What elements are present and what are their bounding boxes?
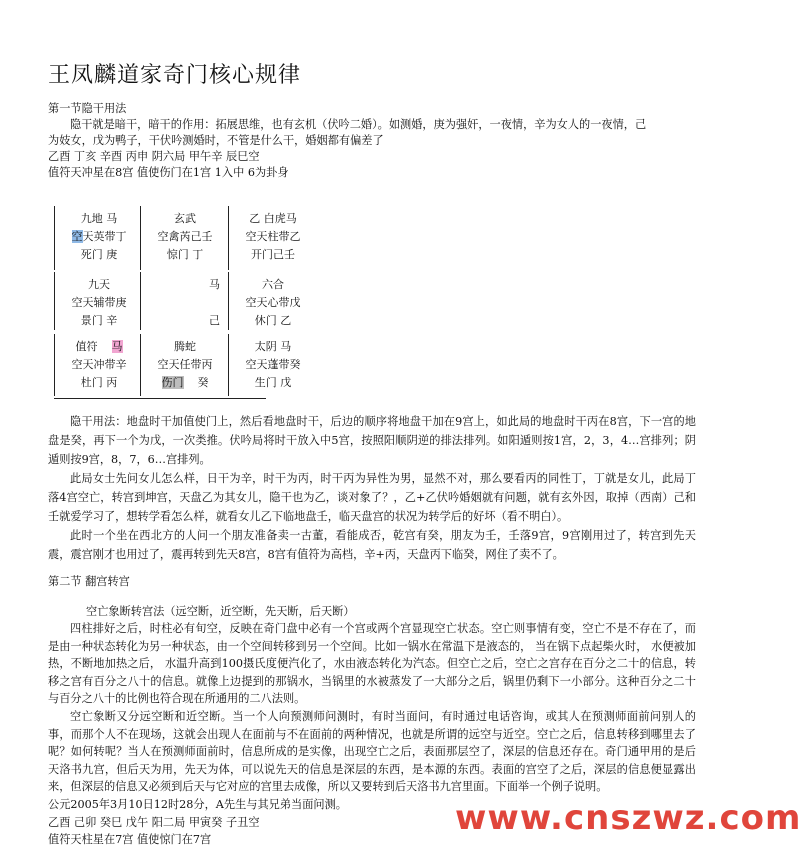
palace-9-door: 惊门 丁 — [166, 248, 204, 261]
door-highlight: 伤门 — [161, 376, 184, 389]
paragraph-antique-case: 此时一个坐在西北方的人问一个朋友准备卖一古董，看能成否，乾宫有癸，朋友为壬，壬落9宫，9宫刚用过了，转宫到先天震，震宫刚才也用过了，震再转到先天8宫，8宫有值符为高档，辛+丙，天盘丙下临癸，网住了卖不了。 — [48, 529, 696, 561]
paragraph-hidden-stem-method: 隐干用法：地盘时干加值使门上，然后看地盘时干，后边的顺序将地盘干加在9宫上，如此局的地盘时干丙在8宫，下一宫的地盘是癸，再下一个为戊，一次类推。伏吟局将时干放入中5宫，按照阳顺阴逆的排法排列。如阳遁则按1宫，2，3，4…宫排列；阴遁则按9宫，8，7，6…宫排列。 — [48, 415, 696, 466]
qimen-chart — [54, 206, 316, 396]
palace-8-door: 杜门 丙 — [80, 376, 118, 389]
palace-1-star: 空天任带丙 — [157, 358, 213, 371]
palace-8-deity: 值符 马 — [75, 340, 123, 353]
palace-4-star: 空天英带丁 — [71, 230, 127, 243]
palace-4-door: 死门 庚 — [80, 248, 118, 261]
palace-5 — [142, 276, 228, 330]
paragraph-daughter-case: 此局女士先问女儿怎么样，日干为辛，时干为丙，时干丙为异性为男，显然不对，那么要看丙的同性丁，丁就是女儿，此局丁落4宫空亡，转宫到坤宫，天盘乙为其女儿，隐干也为乙，谈对象了？，乙+乙伏吟婚姻就有问题，就有玄外因，取掉（西南）己和壬就爱学习了，想转学看怎么样，就看女儿乙下临地盘壬，临天盘宫的状况为转学后的好坏（看不明白）。 — [48, 472, 696, 523]
section2-heading: 第二节 翻宫转宫 — [48, 575, 130, 588]
palace-1-deity: 腾蛇 — [174, 340, 196, 353]
palace-3-deity: 九天 — [88, 278, 110, 291]
chart-bottom-rule — [54, 398, 266, 399]
palace-8-star: 空天冲带辛 — [71, 358, 127, 371]
four-pillars-line: 乙酉 丁亥 辛酉 丙申 阴六局 甲午辛 辰巳空 — [48, 150, 260, 163]
cutoff-line: 值符天柱星在7宫 值使惊门在7宫 — [48, 833, 212, 847]
palace-3-star: 空天辅带庚 — [71, 296, 127, 309]
method-title: 空亡象断转宫法（远空断，近空断，先天断，后天断） — [86, 605, 355, 618]
section1-intro-line-2: 为妓女，戊为鸭子，干伏吟测婚时，不管是什么干，婚姻都有偏差了 — [48, 134, 384, 147]
watermark-logo — [455, 798, 801, 838]
page-title: 王凤麟道家奇门核心规律 — [48, 63, 302, 88]
palace-8 — [56, 338, 142, 392]
example-date: 公元2005年3月10日12时28分，A先生与其兄弟当面问测。 — [48, 797, 347, 811]
palace-7-deity: 六合 — [262, 278, 284, 291]
palace-3-door: 景门 辛 — [80, 314, 118, 327]
palace-5-stem: 己 — [209, 314, 220, 327]
empty-highlight: 空 — [71, 230, 83, 243]
palace-9 — [142, 210, 228, 264]
palace-6-door: 生门 戊 — [254, 376, 292, 389]
palace-6 — [230, 338, 316, 392]
palace-2 — [230, 210, 316, 264]
palace-2-door: 开门己壬 — [251, 248, 295, 261]
palace-4-deity: 九地 马 — [80, 212, 118, 225]
palace-7-door: 休门 乙 — [254, 314, 292, 327]
palace-9-deity: 玄武 — [174, 212, 196, 225]
palace-1-door: 伤门 癸 — [161, 376, 209, 389]
palace-3 — [56, 276, 142, 330]
section1-intro-line-1: 隐干就是暗干，暗干的作用：拓展思维，也有玄机（伏吟二婚）。如测婚，庚为强奸，一夜情，辛为女人的一夜情，己 — [70, 118, 647, 131]
watermark-text: www.cnszwz.com — [455, 798, 801, 838]
palace-7-star: 空天心带戊 — [245, 296, 301, 309]
paragraph-void-transfer: 四柱排好之后，时柱必有旬空，反映在奇门盘中必有一个宫或两个宫显现空亡状态。空亡则事情有变，空亡不是不存在了，而是由一种状态转化为另一种状态，由一个空间转移到另一个空间。比如一锅水在常温下是液态的， 当在锅下点起柴火时， 水便被加热，不断地加热之后， 水温升高到100摄氏度便汽化了，水由液态转化为汽态。但空亡之后，空亡之宫存在百分之二十的信息，转移之宫有百分之八十的信息。就像上边提到的那锅水，当锅里的水被蒸发了一大部分之后，锅里仍剩下一小部分。这种百分之二十与百分之八十的比例也符合现在所通用的二八法则。 — [48, 622, 696, 706]
paragraph-far-near-void: 空亡象断又分远空断和近空断。当一个人向预测师问测时，有时当面问，有时通过电话咨询，或其人在预测师面前问别人的事，而那个人不在现场，这就会出现人在面前与不在面前的两种情况，也就是所谓的远空与近空。空亡之后，信息转移到哪里去了呢？如何转呢？当人在预测师面前时，信息所成的是实像，出现空亡之后，表面那层空了，深层的信息还存在。奇门通甲用的是后天洛书九宫，但后天为用，先天为体，可以说先天的信息是深层的东西，是本源的东西。表面的宫空了之后，深层的信息便显露出来，但深层的信息又必须到后天与它对应的宫里去成像，所以又要转到后天洛书九宫里面。下面举一个例子说明。 — [48, 709, 696, 794]
palace-1 — [142, 338, 228, 392]
palace-6-deity: 太阴 马 — [254, 340, 292, 353]
palace-6-star: 空天蓬带癸 — [245, 358, 301, 371]
palace-5-blank — [142, 294, 228, 312]
horse-highlight: 马 — [111, 340, 123, 353]
palace-9-star: 空禽芮己壬 — [157, 230, 213, 243]
example-pillars: 乙酉 己卯 癸巳 戊午 阳二局 甲寅癸 子丑空 — [48, 815, 260, 829]
explanation-block — [48, 412, 696, 564]
section1-heading: 第一节隐干用法 — [48, 102, 127, 115]
duty-star-line: 值符天冲星在8宫 值使伤门在1宫 1入中 6为卦身 — [48, 166, 289, 179]
palace-2-star: 空天柱带乙 — [245, 230, 301, 243]
palace-7 — [230, 276, 316, 330]
palace-2-deity: 乙 白虎马 — [249, 212, 297, 225]
palace-4 — [56, 210, 142, 264]
palace-5-horse: 马 — [209, 278, 220, 291]
